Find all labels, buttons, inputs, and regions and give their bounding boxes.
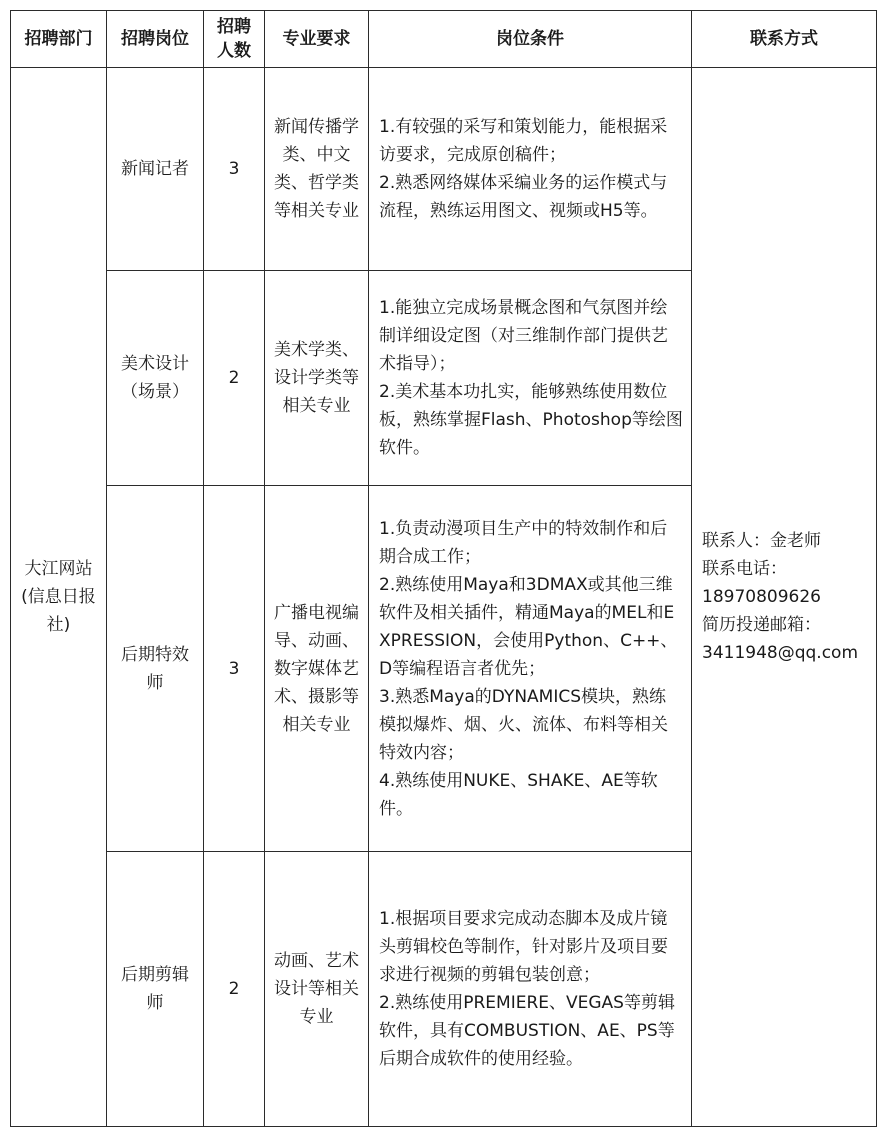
position-name: 后期剪辑师 xyxy=(121,965,189,1013)
count-value: 2 xyxy=(228,979,240,999)
count-value: 3 xyxy=(228,658,240,679)
position-cell xyxy=(107,486,204,852)
count-value: 3 xyxy=(228,159,240,179)
header-row xyxy=(11,11,877,68)
conditions-cell xyxy=(369,271,692,486)
major-text: 广播电视编导、动画、数字媒体艺术、摄影等相关专业 xyxy=(274,602,359,735)
conditions-cell xyxy=(369,68,692,271)
position-name: 新闻记者 xyxy=(121,159,189,179)
position-name: 后期特效师 xyxy=(121,644,189,693)
contact-phone-label: 联系电话： xyxy=(702,559,787,579)
major-text: 动画、艺术设计等相关专业 xyxy=(274,951,359,1027)
count-cell xyxy=(204,486,265,852)
department-cell xyxy=(11,68,107,1127)
condition-item: 2.熟练使用Maya和3DMAX或其他三维软件及相关插件，精通Maya的MEL和EXPRESSION，会使用Python、C++、D等编程语言者优先； xyxy=(379,574,678,679)
condition-item: 3.熟悉Maya的DYNAMICS模块，熟练模拟爆炸、烟、火、流体、布料等相关特效内容； xyxy=(379,686,668,763)
position-cell xyxy=(107,68,204,271)
count-cell xyxy=(204,68,265,271)
condition-item: 1.负责动漫项目生产中的特效制作和后期合成工作； xyxy=(379,518,668,567)
condition-item: 4.熟练使用NUKE、SHAKE、AE等软件。 xyxy=(379,770,658,819)
position-cell xyxy=(107,852,204,1127)
contact-email: 3411948@qq.com xyxy=(702,643,859,663)
condition-item: 1.有较强的采写和策划能力，能根据采访要求，完成原创稿件； xyxy=(379,117,668,165)
contact-email-label: 简历投递邮箱： xyxy=(702,615,821,635)
condition-item: 2.熟悉网络媒体采编业务的运作模式与流程，熟练运用图文、视频或H5等。 xyxy=(379,173,668,221)
major-cell xyxy=(265,68,369,271)
recruitment-table xyxy=(10,10,877,1127)
major-text: 新闻传播学类、中文类、哲学类等相关专业 xyxy=(274,117,359,221)
major-cell xyxy=(265,852,369,1127)
header-contact: 联系方式 xyxy=(692,11,877,68)
contact-person: 联系人：金老师 xyxy=(702,531,821,551)
major-cell xyxy=(265,486,369,852)
conditions-cell xyxy=(369,852,692,1127)
condition-item: 2.熟练使用PREMIERE、VEGAS等剪辑软件，具有COMBUSTION、AE、PS等后期合成软件的使用经验。 xyxy=(379,993,675,1069)
recruitment-table-wrapper xyxy=(10,10,877,1127)
conditions-cell xyxy=(369,486,692,852)
count-cell xyxy=(204,852,265,1127)
major-text: 美术学类、设计学类等相关专业 xyxy=(274,340,359,416)
count-cell xyxy=(204,271,265,486)
position-name: 美术设计（场景） xyxy=(121,354,189,402)
condition-item: 1.根据项目要求完成动态脚本及成片镜头剪辑校色等制作，针对影片及项目要求进行视频的剪辑包装创意； xyxy=(379,909,668,985)
condition-item: 1.能独立完成场景概念图和气氛图并绘制详细设定图（对三维制作部门提供艺术指导）； xyxy=(379,298,668,374)
header-dept: 招聘部门 xyxy=(11,11,107,68)
table-row xyxy=(11,68,877,271)
department-name: 大江网站(信息日报社) xyxy=(21,559,96,635)
position-cell xyxy=(107,271,204,486)
header-position: 招聘岗位 xyxy=(107,11,204,68)
count-value: 2 xyxy=(228,368,240,388)
header-count: 招聘人数 xyxy=(204,11,265,68)
header-major: 专业要求 xyxy=(265,11,369,68)
contact-cell xyxy=(692,68,877,1127)
major-cell xyxy=(265,271,369,486)
condition-item: 2.美术基本功扎实，能够熟练使用数位板，熟练掌握Flash、Photoshop等绘图软件。 xyxy=(379,382,683,458)
header-conditions: 岗位条件 xyxy=(369,11,692,68)
contact-phone: 18970809626 xyxy=(702,587,821,607)
